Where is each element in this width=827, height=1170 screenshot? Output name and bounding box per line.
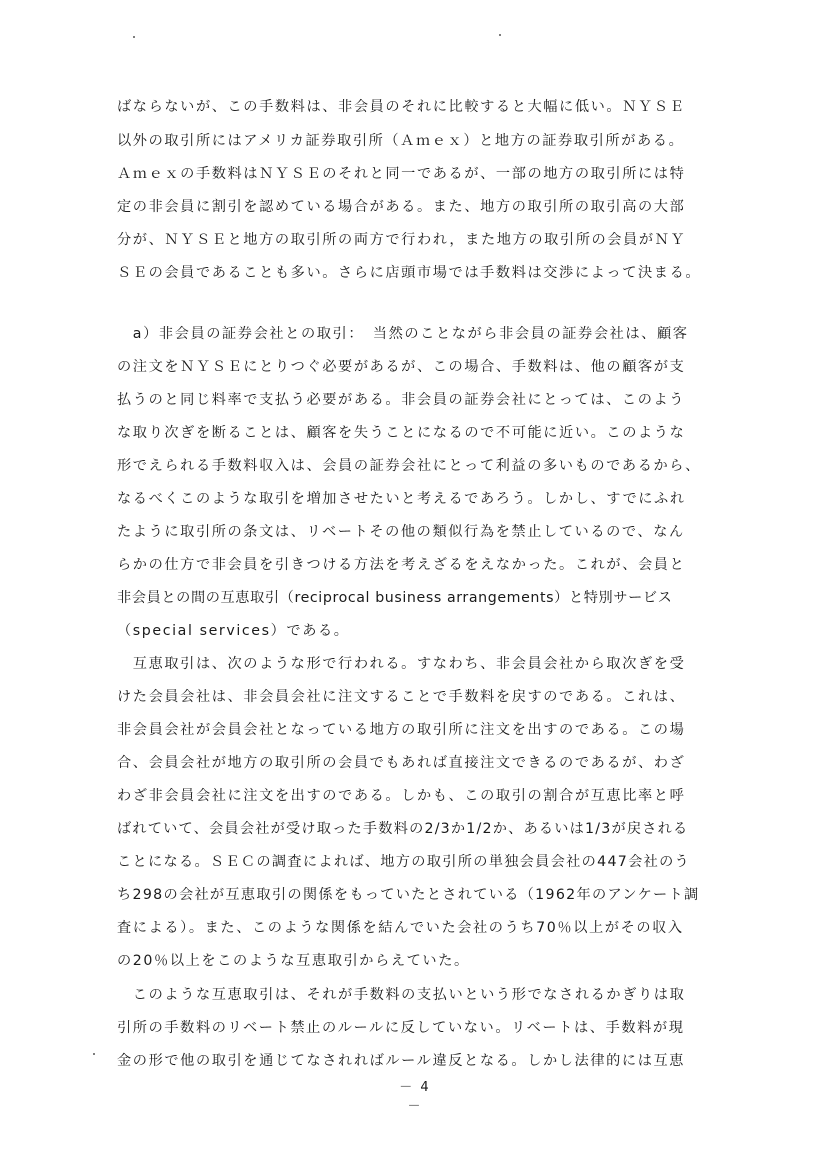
scan-speck [499,34,501,36]
text-line: 査による）。また、このような関係を結んでいた会社のうち70％以上がその収入 [117,920,684,936]
text-line: 非会員会社が会員会社となっている地方の取引所に注文を出すのである。この場 [117,722,686,738]
text-line: 定の非会員に割引を認めている場合がある。また、地方の取引所の取引高の大部 [117,199,686,215]
text-line: このような互恵取引は、それが手数料の支払いという形でなされるかぎりは取 [117,987,686,1003]
text-line: けた会員会社は、非会員会社に注文することで手数料を戻すのである。これは、 [117,689,686,705]
text-line: の注文をＮＹＳＥにとりつぐ必要があるが、この場合、手数料は、他の顧客が支 [117,359,686,375]
text-line: らかの仕方で非会員を引きつける方法を考えざるをえなかった。これが、会員と [117,557,686,573]
text-line: ことになる。ＳＥＣの調査によれば、地方の取引所の単独会員会社の447会社のう [117,854,691,870]
text-line: 払うのと同じ料率で支払う必要がある。非会員の証券会社にとっては、このよう [117,392,686,408]
text-line: ばれていて、会員会社が受け取った手数料の2/3か1/2か、あるいは1/3が戻される [117,821,689,837]
text-line: たように取引所の条文は、リベートその他の類似行為を禁止しているので、なん [117,524,685,540]
text-line: 引所の手数料のリベート禁止のルールに反していない。リベートは、手数料が現 [117,1020,685,1036]
text-line: 分が、ＮＹＳＥと地方の取引所の両方で行われ，また地方の取引所の会員がＮＹ [117,232,687,248]
text-line: 形でえられる手数料収入は、会員の証券会社にとって利益の多いものであるから、 [117,458,701,474]
text-line: 非会員との間の互恵取引（reciprocal business arrangements）と特別サービス [117,590,673,606]
text-line: Ａｍｅｘの手数料はＮＹＳＥのそれと同一であるが、一部の地方の取引所には特 [117,166,686,182]
text-line: ばならないが、この手数料は、非会員のそれに比較すると大幅に低い。ＮＹＳＥ [117,99,686,115]
text-line: 金の形で他の取引を通じてなされればルール違反となる。しかし法律的には互恵 [117,1053,686,1069]
text-line: ち298の会社が互恵取引の関係をもっていたとされている（1962年のアンケート調 [117,887,700,903]
text-line: ＳＥの会員であることも多い。さらに店頭市場では手数料は交渉によって決まる。 [117,265,702,281]
text-line: なるべくこのような取引を増加させたいと考えるであろう。しかし、すでにふれ [117,491,686,507]
scan-speck [133,36,135,38]
text-line: （special services）である。 [117,623,350,639]
scan-speck [93,1053,95,1055]
text-line: 以外の取引所にはアメリカ証券取引所（Ａｍｅｘ）と地方の証券取引所がある。 [117,133,685,149]
page-number: － 4 － [399,1080,431,1114]
text-line: 合、会員会社が地方の取引所の会員でもあれば直接注文できるのであるが、わざ [117,755,686,771]
text-line: 互恵取引は、次のような形で行われる。すなわち、非会員会社から取次ぎを受 [117,656,686,672]
text-line: a）非会員の証券会社との取引： 当然のことながら非会員の証券会社は、顧客 [117,326,689,342]
text-line: わざ非会員会社に注文を出すのである。しかも、この取引の割合が互恵比率と呼 [117,788,686,804]
text-line: な取り次ぎを断ることは、顧客を失うことになるので不可能に近い。このような [117,425,686,441]
text-line: の20％以上をこのような互恵取引からえていた。 [117,953,470,969]
